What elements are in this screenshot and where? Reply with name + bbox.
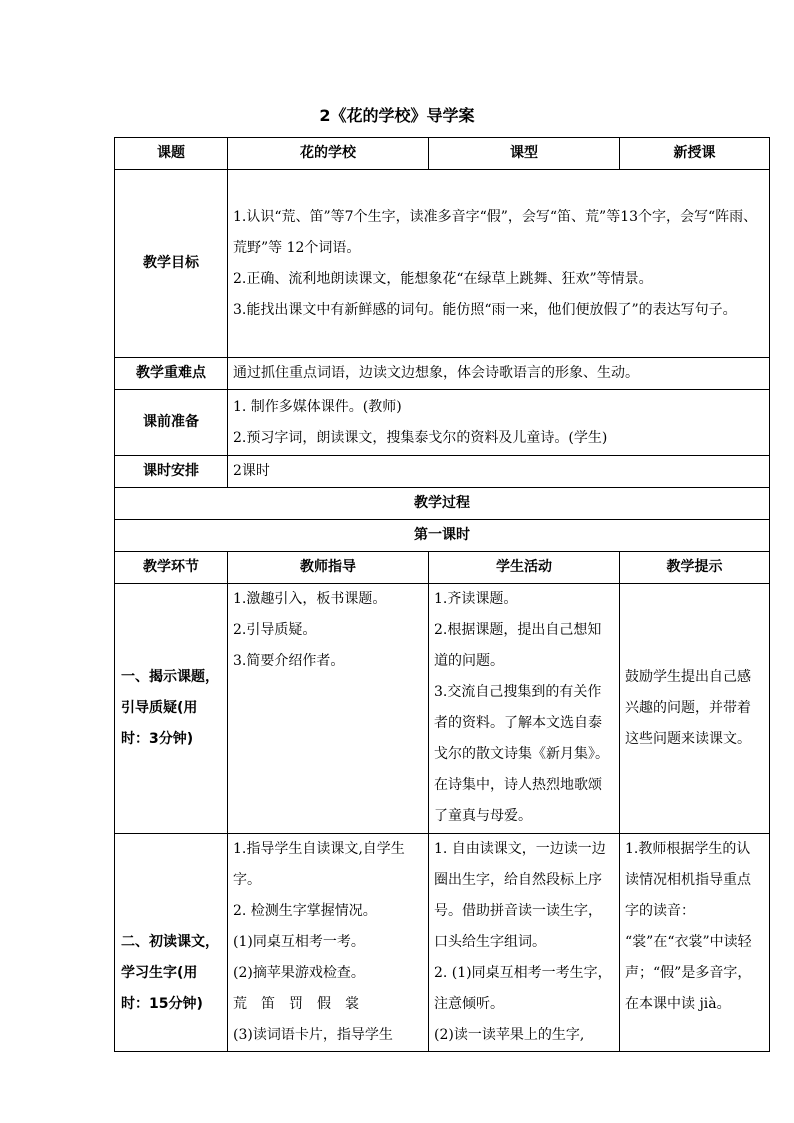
schedule-value: 2课时 [228,456,770,488]
teacher-line: 2. 检测生字掌握情况。 [233,903,377,919]
student-line: (2)读一读苹果上的生字, [434,1027,585,1043]
lesson-title: 第一课时 [115,520,770,552]
column-header: 教师指导 [228,552,429,584]
header-row [115,138,770,170]
student-line: 1. 自由读课文，一边读一边圈出生字，给自然段标上序号。借助拼音读一读生字，口头给生字组词。 [434,841,606,950]
lesson-title-row [115,520,770,552]
type-label: 课型 [429,138,620,170]
key-points-content: 通过抓住重点词语，边读文边想象，体会诗歌语言的形象、生动。 [228,358,770,390]
topic-value: 花的学校 [228,138,429,170]
goals-label: 教学目标 [115,170,228,358]
student-activity [429,584,620,834]
lesson-plan-table [114,137,770,1052]
process-title-row [115,488,770,520]
student-line: 3.交流自己搜集到的有关作者的资料。了解本文选自泰戈尔的散文诗集《新月集》。在诗集中，诗人热烈地歌颂了童真与母爱。 [434,684,609,824]
topic-label: 课题 [115,138,228,170]
phase-label: 一、揭示课题，引导质疑(用时：3分钟) [115,584,228,834]
key-points-row [115,358,770,390]
goal-line: 3.能找出课文中有新鲜感的词句。能仿照“雨一来，他们便放假了”的表达写句子。 [233,301,737,318]
table-row [115,834,770,1052]
teacher-guidance [228,584,429,834]
table-row [115,584,770,834]
schedule-label: 课时安排 [115,456,228,488]
preparation-label: 课前准备 [115,390,228,456]
preparation-row [115,390,770,456]
preparation-line: 2.预习字词，朗读课文，搜集泰戈尔的资料及儿童诗。(学生) [233,429,608,446]
phase-text: 二、初读课文，学习生字(用时：15分钟) [121,934,219,1012]
teacher-line: (3)读词语卡片，指导学生 [233,1027,393,1043]
column-header: 教学环节 [115,552,228,584]
teacher-line: (1)同桌互相考一考。 [233,934,365,950]
student-line: 2. (1)同桌互相考一考生字，注意倾听。 [434,965,612,1012]
teaching-tips [620,834,770,1052]
teaching-tips [620,584,770,834]
phase-label [115,834,228,1052]
schedule-row [115,456,770,488]
process-title: 教学过程 [115,488,770,520]
teacher-line: 3.简要介绍作者。 [233,653,345,669]
teacher-line: 1.指导学生自读课文,自学生字。 [233,841,405,888]
key-points-label: 教学重难点 [115,358,228,390]
column-header: 教学提示 [620,552,770,584]
teacher-line: 荒 笛 罚 假 裳 [233,996,359,1012]
teacher-guidance [228,834,429,1052]
preparation-content [228,390,770,456]
page-title: 2《花的学校》导学案 [319,106,475,125]
teacher-line: (2)摘苹果游戏检查。 [233,965,365,981]
goals-row [115,170,770,358]
tips-line: “裳”在“衣裳”中读轻声；“假”是多音字，在本课中读 jià。 [625,934,752,1012]
columns-row [115,552,770,584]
goal-line: 1.认识“荒、笛”等7个生字，读准多音字“假”，会写“笛、荒”等13个字，会写“阵雨、荒野”等 12个词语。 [233,208,758,256]
teacher-line: 1.激趣引入，板书课题。 [233,591,387,607]
type-value: 新授课 [620,138,770,170]
goal-line: 2.正确、流利地朗读课文，能想象花“在绿草上跳舞、狂欢”等情景。 [233,270,653,287]
teacher-line: 2.引导质疑。 [233,622,317,638]
tips-line: 1.教师根据学生的认读情况相机指导重点字的读音： [625,841,751,919]
goals-content [228,170,770,358]
student-line: 2.根据课题，提出自己想知道的问题。 [434,622,602,669]
column-header: 学生活动 [429,552,620,584]
preparation-line: 1. 制作多媒体课件。(教师) [233,398,402,415]
student-activity [429,834,620,1052]
tips-line: 鼓励学生提出自己感兴趣的问题，并带着这些问题来读课文。 [625,669,751,747]
student-line: 1.齐读课题。 [434,591,518,607]
